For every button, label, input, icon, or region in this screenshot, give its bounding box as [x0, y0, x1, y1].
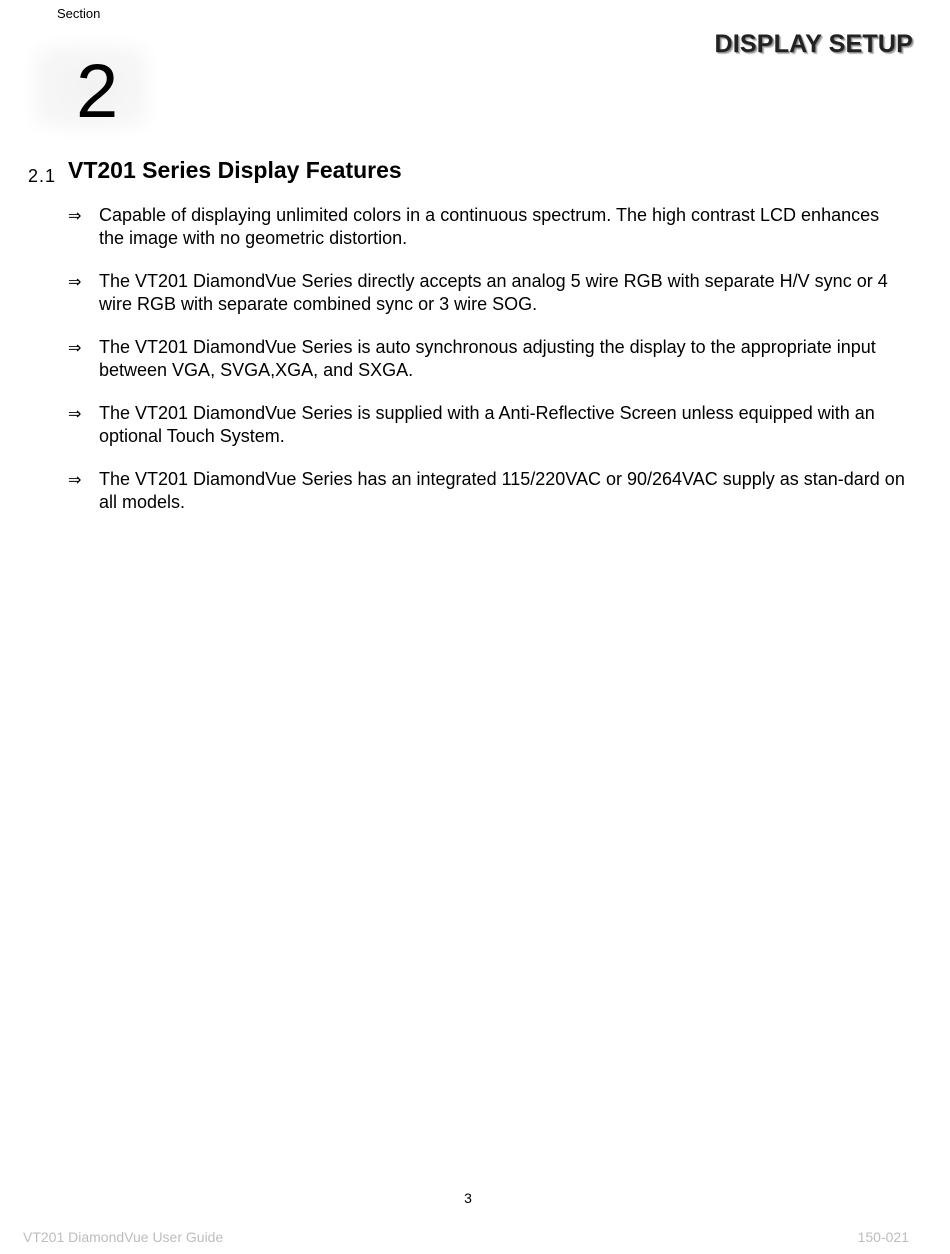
feature-text: The VT201 DiamondVue Series is auto synchronous adjusting the display to the appropriate input between VGA, SVGA,XGA, and SXGA. — [99, 337, 876, 380]
feature-text: Capable of displaying unlimited colors in a continuous spectrum. The high contrast LCD enhances the image with no geometric distortion. — [99, 205, 880, 248]
right-arrow-icon: ⇒ — [68, 338, 82, 357]
right-arrow-icon: ⇒ — [68, 470, 82, 489]
subsection-title: VT201 Series Display Features — [68, 157, 402, 183]
right-arrow-icon: ⇒ — [68, 404, 82, 423]
feature-text: The VT201 DiamondVue Series has an integrated 115/220VAC or 90/264VAC supply as stan-dard on all models. — [99, 469, 905, 512]
footer-doc-number: 150-021 — [857, 1229, 909, 1245]
feature-text: The VT201 DiamondVue Series is supplied with a Anti-Reflective Screen unless equipped with an optional Touch System. — [99, 403, 875, 446]
right-arrow-icon: ⇒ — [68, 206, 82, 225]
right-arrow-icon: ⇒ — [68, 272, 82, 291]
feature-item — [68, 204, 908, 250]
page-number: 3 — [464, 1190, 472, 1206]
footer-guide-title: VT201 DiamondVue User Guide — [23, 1229, 224, 1245]
page-title: DISPLAY SETUP — [714, 30, 913, 58]
feature-item — [68, 336, 908, 382]
section-label: Section — [57, 6, 101, 21]
feature-item — [68, 468, 908, 514]
feature-item — [68, 270, 908, 316]
feature-item — [68, 402, 908, 448]
feature-list — [68, 204, 908, 534]
subsection-number: 2.1 — [28, 166, 57, 186]
feature-text: The VT201 DiamondVue Series directly accepts an analog 5 wire RGB with separate H/V sync or 4 wire RGB with separate combined sync or 3 wire SOG. — [99, 271, 888, 314]
section-number: 2 — [76, 49, 119, 134]
